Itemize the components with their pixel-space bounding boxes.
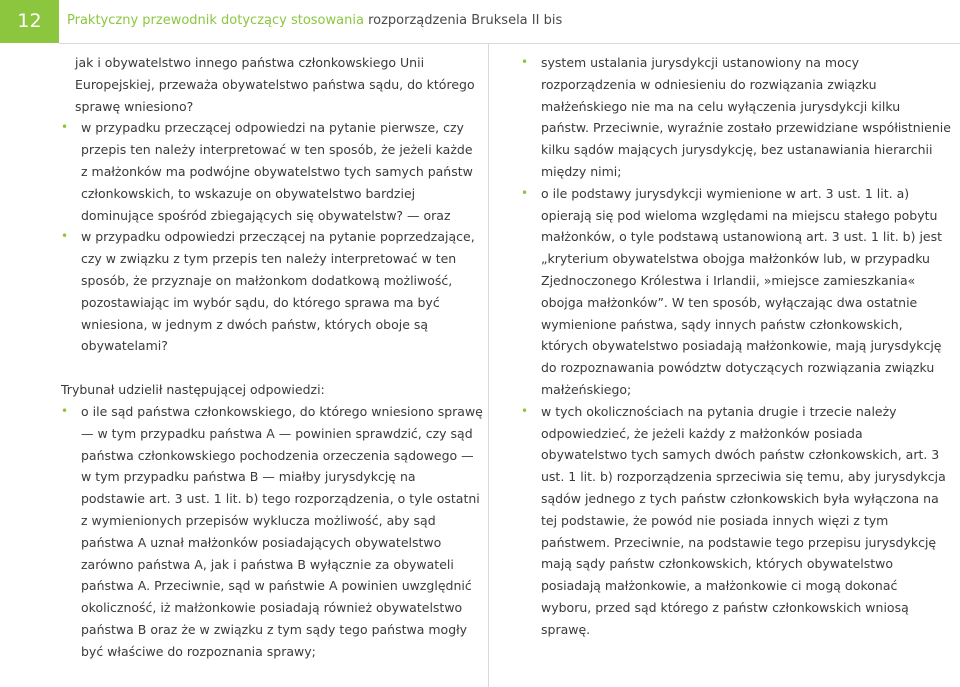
list-item-text: o ile podstawy jurysdykcji wymienione w art. 3 ust. 1 lit. a) opierają się pod wieloma względami na miejscu stałego pobytu małżonków, o tyle podstawą ustanowioną art. 3 ust. 1 lit. b) jest „kryterium obywatelstwa obojga małżonków lub, w przypadku Zjednoczonego Królestwa i Irlandii, »miejsce zamieszkania« obojga małżonków”. W ten sposób, wyłączając dwa ostatnie wymienione państwa, sądy innych państw członkowskich, których obywatelstwo posiadają małżonkowie, mają jurysdykcję do rozpoznawania powództw dotyczących rozwiązania związku małżeńskiego; [541,185,943,397]
list-item [521,183,951,401]
list-item [61,226,483,357]
list-item [61,401,483,663]
bullet-dot-icon: • [521,55,529,69]
list-item [521,401,951,641]
intro-continuation: jak i obywatelstwo innego państwa członkowskiego Unii Europejskiej, przeważa obywatelstwo państwa sądu, do którego sprawę wniesiono? [75,55,475,114]
answer-bullet-list [61,401,483,663]
header-title-prefix: Praktyczny przewodnik dotyczący stosowania [67,13,369,28]
list-item-text: o ile sąd państwa członkowskiego, do którego wniesiono sprawę — w tym przypadku państwa A — powinien sprawdzić, czy sąd państwa członkowskiego pochodzenia orzeczenia sądowego — w tym przypadku państwa B — miałby jurysdykcję na podstawie art. 3 ust. 1 lit. b) tego rozporządzenia, o tyle ostatni z wymienionych przepisów wyklucza możliwość, aby sąd państwa A uznał małżonków posiadających obywatelstwo zarówno państwa A, jak i państwa B wyłącznie za obywateli państwa A. Przeciwnie, sąd w państwie A powinien uwzględnić okoliczność, iż małżonkowie posiadają również obywatelstwo państwa B oraz że w związku z tym sądy tego państwa mogły być właściwe do rozpoznania sprawy; [81,403,483,659]
list-item-text: system ustalania jurysdykcji ustanowiony na mocy rozporządzenia w odniesieniu do rozwiązania związku małżeńskiego nie ma na celu wyłączenia jurysdykcji kilku państw. Przeciwnie, wyraźnie zostało przewidziane współistnienie kilku sądów mających jurysdykcję, bez ustanawiania hierarchii między nimi; [541,55,951,179]
list-item [521,52,951,183]
reasoning-bullet-list [521,52,951,641]
list-item-text: w przypadku odpowiedzi przeczącej na pytanie poprzedzające, czy w związku z tym przepis ten należy interpretować w ten sposób, że przyznaje on małżonkom dodatkową możliwość, pozostawiając im wybór sądu, do którego sprawa ma być wniesiona, w jednym z dwóch państw, których oboje są obywatelami? [81,229,475,354]
column-divider [488,43,489,687]
running-header [67,11,562,31]
list-item-text: w przypadku przeczącej odpowiedzi na pytanie pierwsze, czy przepis ten należy interpretować w ten sposób, że jeżeli każde z małżonków ma podwójne obywatelstwo tych samych państw członkowskich, to wskazuje on obywatelstwo bardziej dominujące spośród zbiegających się obywatelstw? — oraz [81,120,473,223]
page-number: 12 [0,0,59,43]
bullet-dot-icon: • [521,403,529,418]
bullet-dot-icon: • [61,229,69,244]
header-divider [59,43,960,44]
right-column [521,52,951,641]
list-item [61,117,483,226]
list-item-text: w tych okolicznościach na pytania drugie i trzecie należy odpowiedzieć, że jeżeli każdy z małżonków posiada obywatelstwo tych samych dwóch państw członkowskich, art. 3 ust. 1 lit. b) rozporządzenia sprzeciwia się temu, aby jurysdykcja sądów jednego z tych państw członkowskich była wyłączona na tej podstawie, że powód nie posiada innych więzi z tym państwem. Przeciwnie, na podstawie tego przepisu jurysdykcję mają sądy państw członkowskich, których obywatelstwo posiadają małżonkowie, a małżonkowie ci mogą dokonać wyboru, przed sąd którego z państw członkowskich wniosą sprawę. [541,403,946,637]
bullet-dot-icon: • [61,120,69,135]
bullet-dot-icon: • [61,403,69,418]
left-column [61,52,483,663]
question-bullet-list [61,117,483,357]
bullet-dot-icon: • [521,185,529,200]
tribunal-statement: Trybunał udzielił następującej odpowiedzi: [61,382,325,398]
header-title-emphasis: rozporządzenia Bruksela II bis [368,13,563,28]
